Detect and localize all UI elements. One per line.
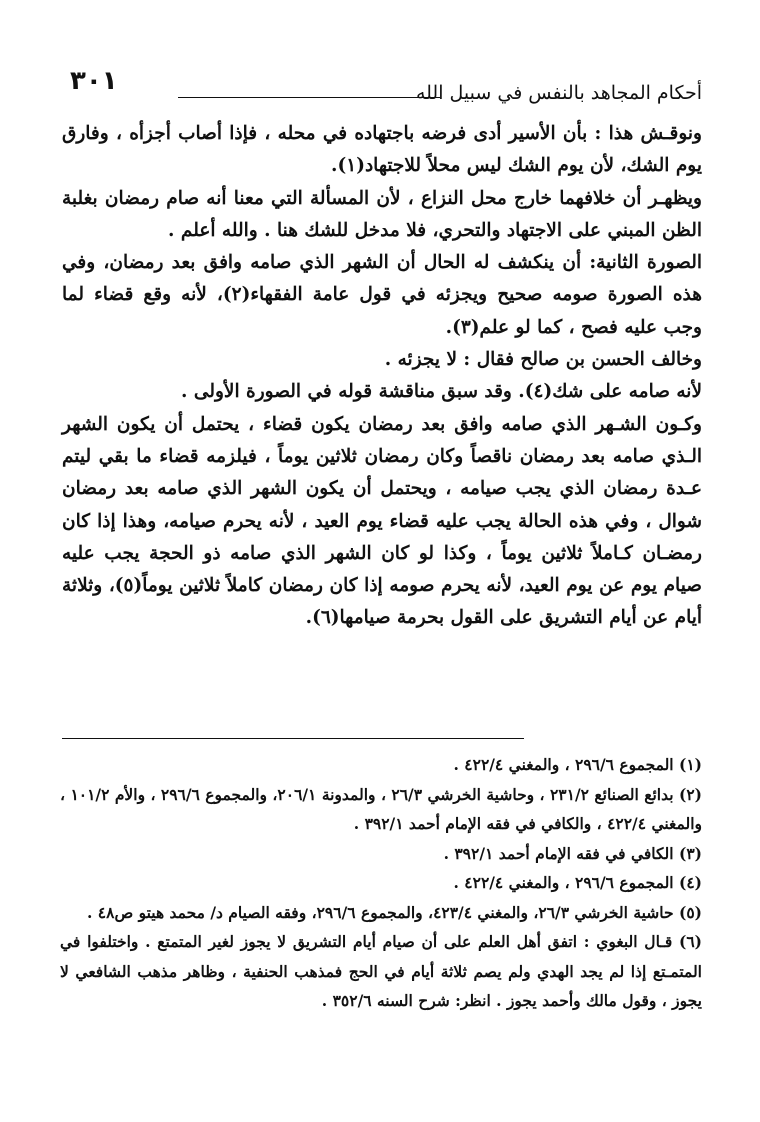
footnotes (60, 750, 702, 1016)
paragraph: الصورة الثانية: أن ينكشف له الحال أن الشهر الذي صامه وافق بعد رمضان، وفي هذه الصورة صومه صحيح ويجزئه في قول عامة الفقهاء(٢)، لأنه وقع قضاء لما وجب عليه فصح ، كما لو علم(٣). (62, 252, 702, 338)
paragraph: وخالف الحسن بن صالح فقال : لا يجزئه . (384, 349, 702, 371)
footnote: (٥) حاشية الخرشي ٢٦/٣، والمغني ٤٢٣/٤، والمجموع ٢٩٦/٦، وفقه الصيام د/ محمد هيتو ص٤٨ . (87, 902, 702, 922)
header-rule (178, 97, 440, 98)
paragraph: لأنه صامه على شك(٤). وقد سبق مناقشة قوله في الصورة الأولى . (181, 381, 702, 403)
paragraph: ويظهـر أن خلافهما خارج محل النزاع ، لأن المسألة التي معنا أنه صام رمضان بغلبة الظن المبني على الاجتهاد والتحري، فلا مدخل للشك هنا . والله أعلم . (62, 187, 702, 241)
paragraph: وكـون الشـهر الذي صامه وافق بعد رمضان يكون قضاء ، يحتمل أن يكون الشهر الـذي صامه بعد رمضان ناقصاً وكان رمضان ثلاثين يوماً ، فيلزمه قضاء ما بقي ليتم عـدة رمضان الذي يجب صيامه ، ويحتمل أن يكون الشهر الذي صامه بعد رمضان شوال ، وفي هذه الحالة يجب عليه قضاء يوم العيد ، لأنه يحرم صيامه، وهذا إذا كان رمضـان كـاملاً ثلاثين يوماً ، وكذا لو كان الشهر الذي صامه ذو الحجة يجب عليه صيام يوم عن يوم العيد، لأنه يحرم صومه إذا كان رمضان كاملاً ثلاثين يوماً(٥)، وثلاثة أيام عن أيام التشريق على القول بحرمة صيامها(٦). (62, 413, 702, 629)
running-title: أحكام المجاهد بالنفس في سبيل الله (415, 82, 702, 104)
page-header (70, 66, 702, 112)
footnote: (٢) بدائع الصنائع ٢٣١/٢ ، وحاشية الخرشي ٢٦/٣ ، والمدونة ٢٠٦/١، والمجموع ٢٩٦/٦ ، والأم ١٠١/٢ ، والمغني ٤٢٢/٤ ، والكافي في فقه الإمام أحمد ٣٩٢/١ . (60, 784, 702, 833)
footnote: (٦) قـال البغوي : اتفق أهل العلم على أن صيام أيام التشريق لا يجوز لغير المتمتع . واختلفوا في المتمـتع إذا لم يجد الهدي ولم يصم ثلاثة أيام في الحج فمذهب الحنفية ، وظاهر مذهب الشافعي لا يجوز ، وقول مالك وأحمد يجوز . انظر: شرح السنه ٣٥٢/٦ . (60, 932, 702, 1010)
page-number: ٣٠١ (70, 66, 118, 96)
paragraph: ونوقـش هذا : بأن الأسير أدى فرضه باجتهاده في محله ، فإذا أصاب أجزأه ، وفارق يوم الشك، لأن يوم الشك ليس محلاً للاجتهاد(١). (62, 123, 702, 177)
footnote: (١) المجموع ٢٩٦/٦ ، والمغني ٤٢٢/٤ . (453, 755, 702, 774)
body-text (62, 118, 702, 635)
footnote: (٤) المجموع ٢٩٦/٦ ، والمغني ٤٢٢/٤ . (453, 873, 702, 892)
footnote-separator (62, 738, 524, 739)
footnote: (٣) الكافي في فقه الإمام أحمد ٣٩٢/١ . (443, 843, 702, 863)
